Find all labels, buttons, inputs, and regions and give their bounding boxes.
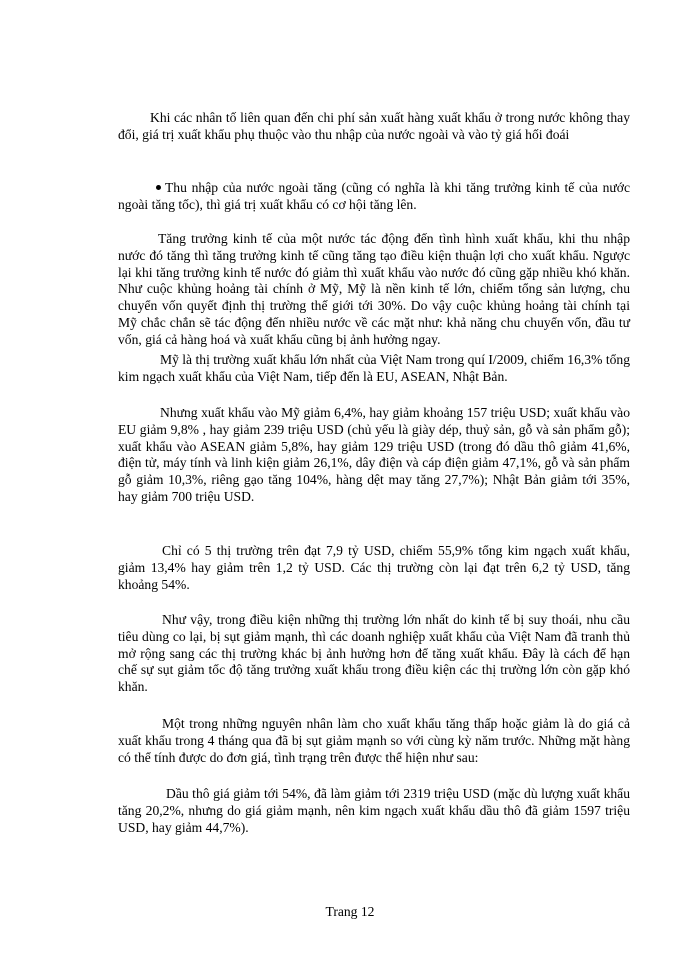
paragraph-export-factors: Khi các nhân tố liên quan đến chi phí sản xuất hàng xuất khẩu ở trong nước không thay đổi, giá trị xuất khẩu phụ thuộc vào thu nhập của nước ngoài và vào tỷ giá hối đoái [118, 110, 630, 142]
bullet-icon [156, 185, 161, 190]
paragraph-economic-growth: Tăng trưởng kinh tế của một nước tác động đến tình hình xuất khẩu, khi thu nhập nước đó tăng thì tăng trưởng kinh tế cũng tăng tạo điều kiện thuận lợi cho xuất khẩu. Ngược lại khi tăng trưởng kinh tế nước đó giảm thì xuất khẩu vào nước đó cũng gặp nhiều khó khăn. Như cuộc khủng hoảng tài chính ở Mỹ, Mỹ là nền kinh tế lớn, chiếm tổng sản lượng, chu chuyển vốn quyết định thị trường thế giới tới 30%. Do vậy cuộc khủng hoảng tài chính tại Mỹ chắc chắn sẽ tác động đến nhiều nước về các mặt như: khả năng chu chuyển vốn, đầu tư vốn, giá cả hàng hoá và xuất khẩu cũng bị ảnh hưởng ngay. [118, 231, 630, 347]
paragraph-price-decline: Một trong những nguyên nhân làm cho xuất khẩu tăng thấp hoặc giảm là do giá cả xuất khẩu trong 4 tháng qua đã bị sụt giảm mạnh so với cùng kỳ năm trước. Những mặt hàng có thể tính được do đơn giá, tình trạng trên được thể hiện như sau: [118, 716, 630, 765]
paragraph-crude-oil: Dầu thô giá giảm tới 54%, đã làm giảm tới 2319 triệu USD (mặc dù lượng xuất khẩu tăng 20,2%, nhưng do giá giảm mạnh, nên kim ngạch xuất khẩu dầu thô đã giảm 1597 triệu USD, hay giảm 44,7%). [118, 786, 630, 835]
bullet-text: Thu nhập của nước ngoài tăng (cũng có nghĩa là khi tăng trưởng kinh tế của nước ngoài tăng tốc), thì giá trị xuất khẩu có cơ hội tăng lên. [118, 180, 630, 212]
paragraph-us-market: Mỹ là thị trường xuất khẩu lớn nhất của Việt Nam trong quí I/2009, chiếm 16,3% tổng kim ngạch xuất khẩu của Việt Nam, tiếp đến là EU, ASEAN, Nhật Bản. [118, 352, 630, 384]
paragraph-foreign-income-bullet [118, 180, 630, 214]
paragraph-five-markets: Chỉ có 5 thị trường trên đạt 7,9 tỷ USD, chiếm 55,9% tổng kim ngạch xuất khẩu, giảm 13,4% hay giảm trên 1,2 tỷ USD. Các thị trường còn lại đạt trên 6,2 tỷ USD, tăng khoảng 54%. [118, 543, 630, 592]
paragraph-market-expansion: Như vậy, trong điều kiện những thị trường lớn nhất do kinh tế bị suy thoái, nhu cầu tiêu dùng co lại, bị sụt giảm mạnh, thì các doanh nghiệp xuất khẩu của Việt Nam đã tranh thủ mở rộng sang các thị trường khác bị ảnh hưởng hơn để tăng xuất khẩu. Đây là cách để hạn chế sự sụt giảm tốc độ tăng trưởng xuất khẩu trong điều kiện các thị trường lớn còn gặp khó khăn. [118, 612, 630, 695]
paragraph-export-decline: Nhưng xuất khẩu vào Mỹ giảm 6,4%, hay giảm khoảng 157 triệu USD; xuất khẩu vào EU giảm 9,8% , hay giảm 239 triệu USD (chủ yếu là giày dép, thuỷ sản, gỗ và sản phẩm gỗ); xuất khẩu vào ASEAN giảm 5,8%, hay giảm 129 triệu USD (trong đó dầu thô giảm 41,6%, điện tử, máy tính và linh kiện giảm 26,1%, dây điện và cáp điện giảm 47,1%, gỗ và sản phẩm gỗ giảm 10,3%, riêng gạo tăng 104%, hàng dệt may tăng 27,7%); Nhật Bản giảm tới 35%, hay giảm 700 triệu USD. [118, 405, 630, 504]
page-number: Trang 12 [325, 904, 375, 919]
